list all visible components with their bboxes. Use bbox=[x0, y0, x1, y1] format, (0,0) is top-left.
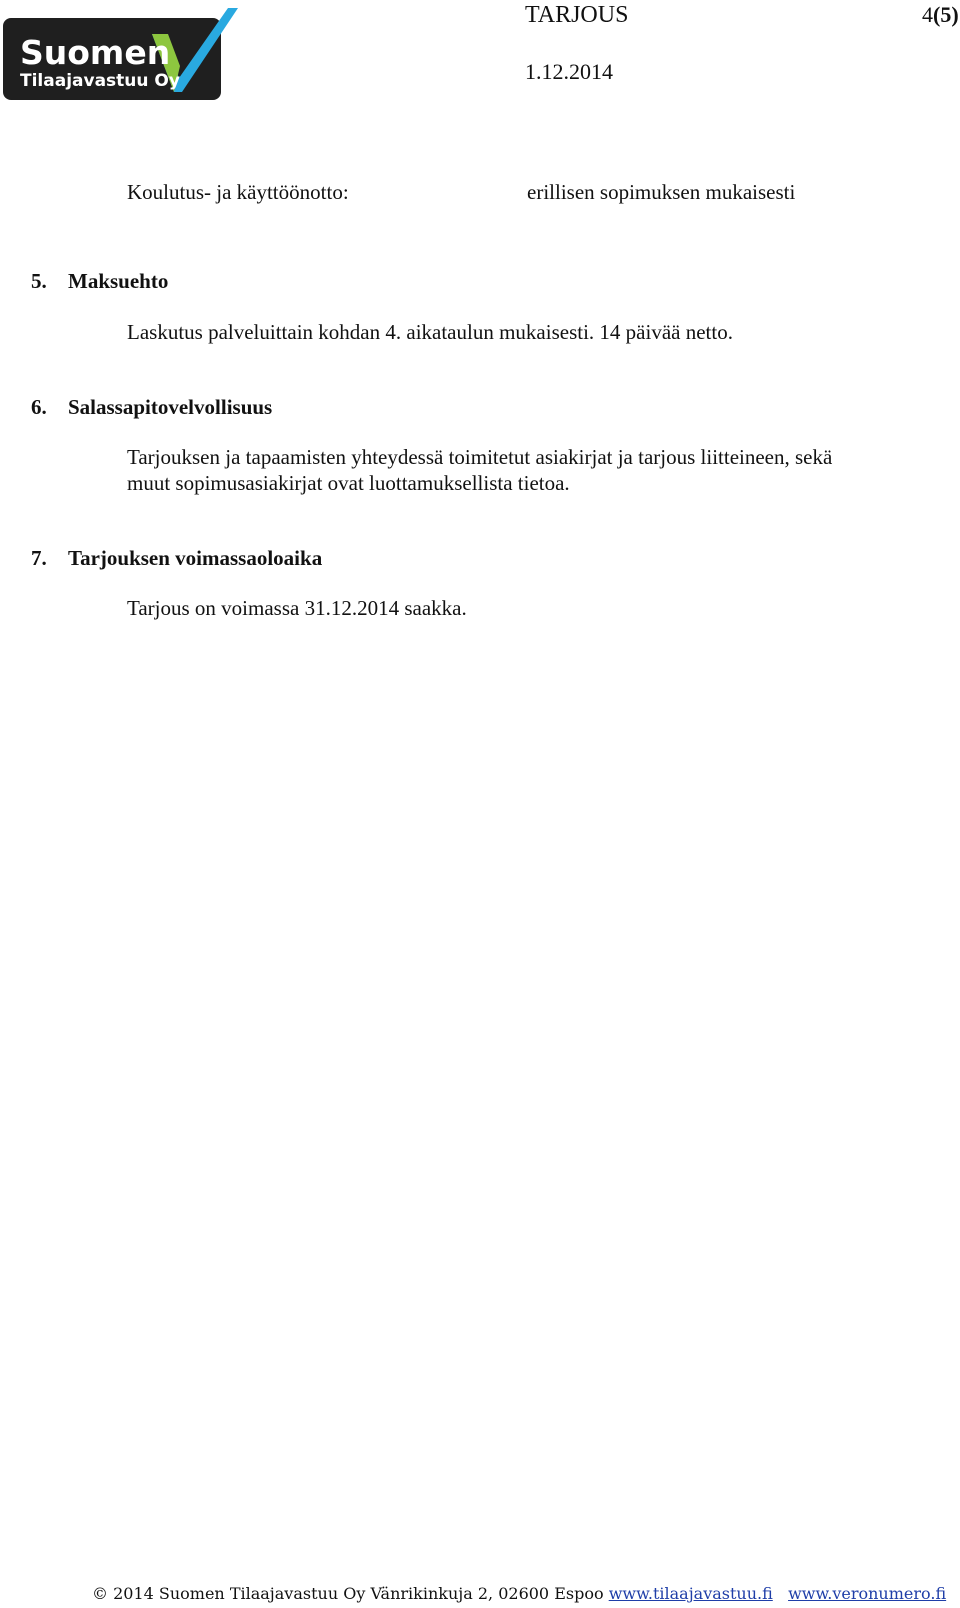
footer-link-veronumero[interactable]: www.veronumero.fi bbox=[788, 1584, 947, 1603]
footer-link-tilaajavastuu[interactable]: www.tilaajavastuu.fi bbox=[608, 1584, 773, 1603]
page-number bbox=[922, 0, 959, 30]
page-total: (5) bbox=[933, 2, 959, 27]
section-5-title: Maksuehto bbox=[68, 269, 169, 293]
section-7-body: Tarjous on voimassa 31.12.2014 saakka. bbox=[127, 596, 467, 620]
page-footer bbox=[92, 1584, 946, 1604]
section-6-title: Salassapitovelvollisuus bbox=[68, 395, 273, 419]
section-5-number: 5. bbox=[31, 269, 47, 293]
logo-line1: Suomen bbox=[20, 33, 171, 72]
section-6-body-line1: Tarjouksen ja tapaamisten yhteydessä toimitetut asiakirjat ja tarjous liitteineen, sekä bbox=[127, 445, 833, 469]
company-logo bbox=[2, 4, 242, 102]
page-current: 4 bbox=[922, 2, 933, 27]
section-7-title: Tarjouksen voimassaoloaika bbox=[68, 546, 323, 570]
training-value: erillisen sopimuksen mukaisesti bbox=[527, 180, 796, 204]
section-6-body-line2: muut sopimusasiakirjat ovat luottamuksellista tietoa. bbox=[127, 471, 570, 495]
document-date: 1.12.2014 bbox=[525, 59, 613, 84]
training-label: Koulutus- ja käyttöönotto: bbox=[127, 180, 349, 204]
document-title: TARJOUS bbox=[525, 2, 629, 28]
logo-line2: Tilaajavastuu Oy bbox=[20, 71, 180, 91]
section-5-body: Laskutus palveluittain kohdan 4. aikataulun mukaisesti. 14 päivää netto. bbox=[127, 320, 733, 344]
section-6-number: 6. bbox=[31, 395, 47, 419]
footer-copyright: © 2014 Suomen Tilaajavastuu Oy Vänrikinkuja 2, 02600 Espoo bbox=[92, 1584, 609, 1603]
section-7-number: 7. bbox=[31, 546, 47, 570]
